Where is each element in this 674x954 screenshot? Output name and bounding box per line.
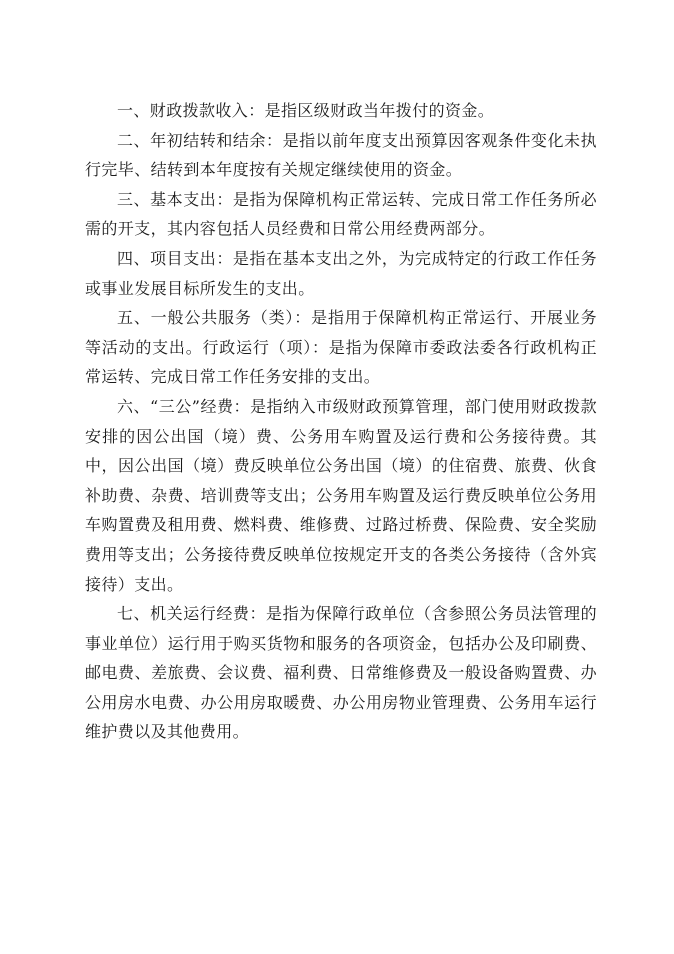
paragraph-basic-expenditure: 三、基本支出：是指为保障机构正常运转、完成日常工作任务所必需的开支，其内容包括人员经费和日常公用经费两部分。 (85, 189, 597, 239)
paragraph-fiscal-appropriation-income: 一、财政拨款收入：是指区级财政当年拨付的资金。 (117, 101, 495, 120)
paragraph-carryover-balance: 二、年初结转和结余：是指以前年度支出预算因客观条件变化未执行完毕、结转到本年度按有关规定继续使用的资金。 (85, 130, 597, 180)
paragraph-general-public-services: 五、一般公共服务（类）：是指用于保障机构正常运行、开展业务等活动的支出。行政运行（项）：是指为保障市委政法委各行政机构正常运转、完成日常工作任务安排的支出。 (85, 308, 597, 387)
document-body (85, 96, 597, 747)
paragraph-agency-operating-expenses: 七、机关运行经费：是指为保障行政单位（含参照公务员法管理的事业单位）运行用于购买货物和服务的各项资金，包括办公及印刷费、邮电费、差旅费、会议费、福利费、日常维修费及一般设备购置费、办公用房水电费、办公用房取暖费、办公用房物业管理费、公务用车运行维护费以及其他费用。 (85, 604, 597, 742)
paragraph-three-public-expenses: 六、“三公”经费：是指纳入市级财政预算管理，部门使用财政拨款安排的因公出国（境）费、公务用车购置及运行费和公务接待费。其中，因公出国（境）费反映单位公务出国（境）的住宿费、旅费、伙食补助费、杂费、培训费等支出；公务用车购置及运行费反映单位公务用车购置费及租用费、燃料费、维修费、过路过桥费、保险费、安全奖励费用等支出；公务接待费反映单位按规定开支的各类公务接待（含外宾接待）支出。 (85, 396, 597, 594)
paragraph-project-expenditure: 四、项目支出：是指在基本支出之外，为完成特定的行政工作任务或事业发展目标所发生的支出。 (85, 248, 597, 298)
